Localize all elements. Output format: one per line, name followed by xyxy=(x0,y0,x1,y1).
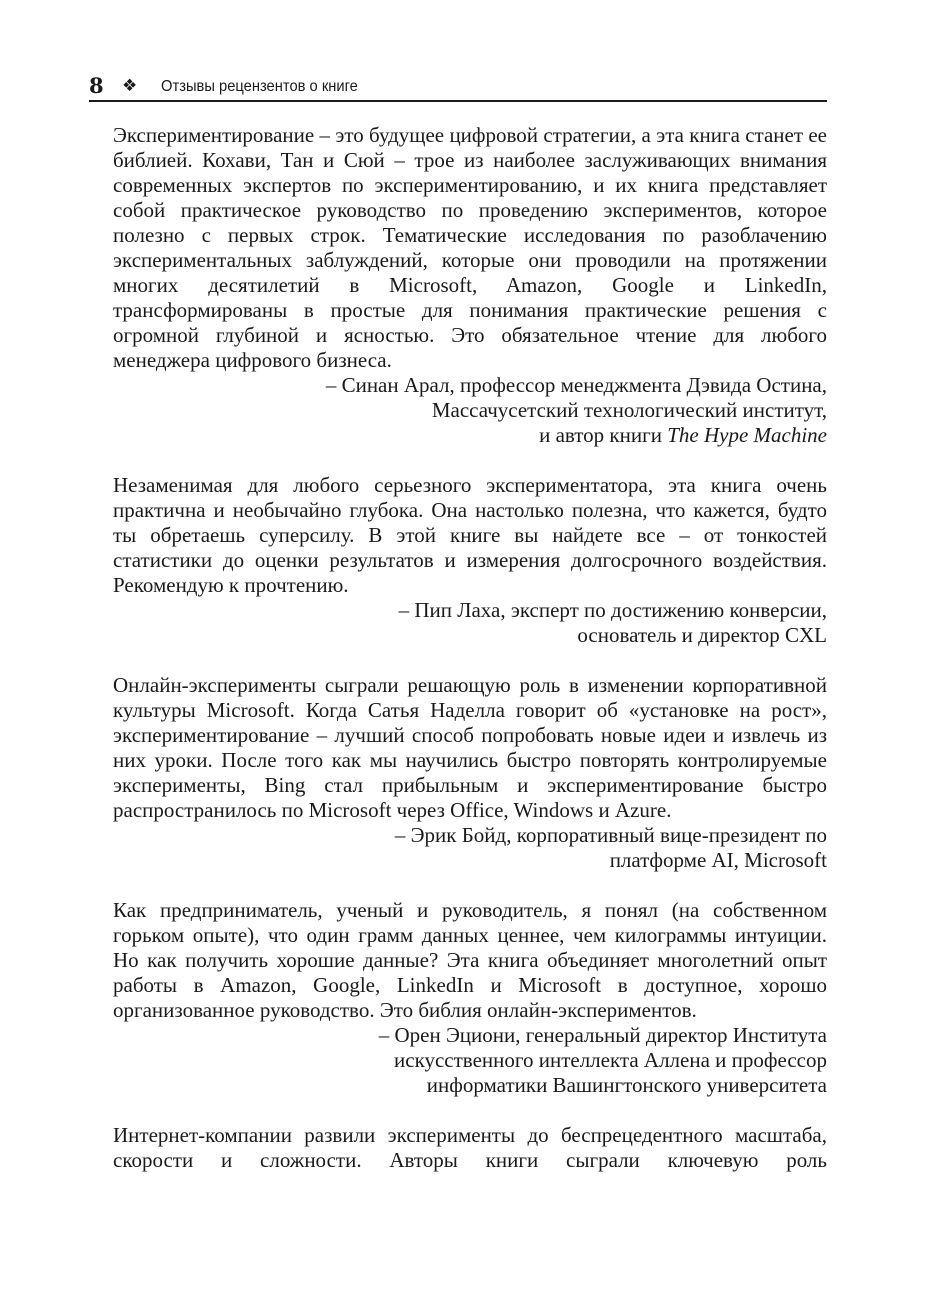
attribution-line: информатики Вашингтонского университета xyxy=(426,1073,827,1097)
review-text: Экспериментирование – это будущее цифровой стратегии, а эта книга станет ее библией. Кохави, Тан и Сюй – трое из наиболее заслуживающих внимания современных экспертов по экспериментированию, и их книга представляет собой практическое руководство по проведению экспериментов, которое полезно с первых строк. Тематические исследования по разоблачению экспериментальных заблуждений, которые они проводили на протяжении многих десятилетий в Microsoft, Amazon, Google и LinkedIn, трансформированы в простые для понимания практические решения с огромной глубиной и ясностью. Это обязательное чтение для любого менеджера цифрового бизнеса. xyxy=(113,123,827,372)
attribution-line: – Эрик Бойд, корпоративный вице-президент по xyxy=(394,823,827,847)
attribution-text: и автор книги xyxy=(539,423,668,447)
review-3 xyxy=(113,673,827,873)
review-text: Онлайн-эксперименты сыграли решающую роль в изменении корпоративной культуры Microsoft. Когда Сатья Наделла говорит об «установке на рост», экспериментирование – лучший способ попробовать новые идеи и извлечь из них уроки. После того как мы научились быстро повторять контролируемые эксперименты, Bing стал прибыльным и экспериментирование быстро распространилось по Microsoft через Office, Windows и Azure. xyxy=(113,673,827,822)
chapter-title: Отзывы рецензентов о книге xyxy=(161,78,358,95)
running-header xyxy=(89,72,827,102)
review-text: Интернет-компании развили эксперименты до беспрецедентного масштаба, скорости и сложности. Авторы книги сыграли ключевую роль xyxy=(113,1123,827,1172)
ornament-icon: ❖ xyxy=(122,76,138,96)
book-title: The Hype Machine xyxy=(667,423,827,447)
review-5 xyxy=(113,1123,827,1173)
page-body xyxy=(113,123,827,1198)
review-attribution xyxy=(113,823,827,873)
attribution-line: основатель и директор CXL xyxy=(577,623,827,647)
attribution-line: искусственного интеллекта Аллена и профессор xyxy=(394,1048,827,1072)
review-attribution xyxy=(113,598,827,648)
review-2 xyxy=(113,473,827,648)
attribution-line: платформе AI, Microsoft xyxy=(609,848,827,872)
attribution-line: – Орен Эциони, генеральный директор Института xyxy=(378,1023,827,1047)
review-attribution xyxy=(113,373,827,448)
attribution-line: – Синан Арал, профессор менеджмента Дэвида Остина, xyxy=(325,373,827,397)
review-text: Как предприниматель, ученый и руководитель, я понял (на собственном горьком опыте), что один грамм данных ценнее, чем килограммы интуиции. Но как получить хорошие данные? Эта книга объединяет многолетний опыт работы в Amazon, Google, LinkedIn и Microsoft в доступное, хорошо организованное руководство. Это библия онлайн-экспериментов. xyxy=(113,898,827,1022)
review-attribution xyxy=(113,1023,827,1098)
attribution-line: – Пип Лаха, эксперт по достижению конверсии, xyxy=(398,598,827,622)
page-number: 8 xyxy=(89,73,104,98)
review-text: Незаменимая для любого серьезного экспериментатора, эта книга очень практична и необычайно глубока. Она настолько полезна, что кажется, будто ты обретаешь суперсилу. В этой книге вы найдете все – от тонкостей статистики до оценки результатов и измерения долгосрочного воздействия. Рекомендую к прочтению. xyxy=(113,473,827,597)
attribution-line xyxy=(113,423,827,448)
review-4 xyxy=(113,898,827,1098)
attribution-line: Массачусетский технологический институт, xyxy=(431,398,827,422)
review-1 xyxy=(113,123,827,448)
